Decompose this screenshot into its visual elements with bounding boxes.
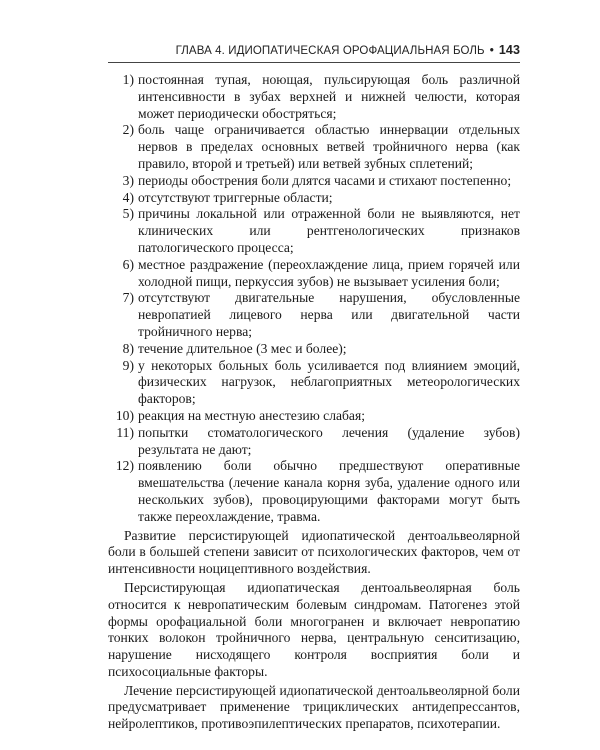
list-item xyxy=(108,190,520,207)
list-item xyxy=(108,257,520,291)
list-item xyxy=(108,122,520,172)
list-item xyxy=(108,408,520,425)
list-item-text: постоянная тупая, ноющая, пульсирующая боль различной интенсивности в зубах верхней и нижней челюсти, которая может периодически обостряться; xyxy=(138,72,520,121)
list-item-text: отсутствуют триггерные области; xyxy=(138,189,333,205)
list-item xyxy=(108,206,520,256)
list-item-text: местное раздражение (переохлаждение лица, прием горячей или холодной пищи, перкуссия зубов) не вызывает усиления боли; xyxy=(138,256,520,289)
running-header xyxy=(100,43,520,57)
list-item xyxy=(108,358,520,408)
list-item-number: 4) xyxy=(122,189,134,205)
list-item xyxy=(108,458,520,525)
list-item-number: 11) xyxy=(116,424,134,440)
list-item-number: 7) xyxy=(122,290,134,306)
header-rule xyxy=(108,62,520,63)
header-separator: • xyxy=(489,45,494,57)
list-item-number: 12) xyxy=(115,458,134,474)
body-paragraph: Развитие персистирующей идиопатической дентоальвеолярной боли в большей степени зависит от психологических факторов, чем от интенсивности ноцицептивного воздействия. xyxy=(108,527,520,577)
page-number: 143 xyxy=(498,43,520,57)
list-item xyxy=(108,72,520,122)
list-item-number: 10) xyxy=(115,407,134,423)
list-item xyxy=(108,290,520,340)
list-item-text: течение длительное (3 мес и более); xyxy=(138,340,347,356)
list-item-text: причины локальной или отраженной боли не выявляются, нет клинических или рентгенологических признаков патологического процесса; xyxy=(138,206,520,255)
body-paragraph: Персистирующая идиопатическая дентоальвеолярная боль относится к невропатическим болевым синдромам. Патогенез этой формы орофациальной боли многогранен и включает невропатию тонких волокон тройничного нерва, центральную сенситизацию, нарушение нисходящего контроля восприятия боли и психосоциальные факторы. xyxy=(108,579,520,679)
list-item-text: реакция на местную анестезию слабая; xyxy=(138,407,365,423)
list-item-text: у некоторых больных боль усиливается под влиянием эмоций, физических нагрузок, неблагоприятных метеорологических факторов; xyxy=(138,357,520,407)
list-item-number: 6) xyxy=(122,256,134,272)
list-item-number: 9) xyxy=(122,357,134,373)
chapter-title: ГЛАВА 4. ИДИОПАТИЧЕСКАЯ ОРОФАЦИАЛЬНАЯ БОЛЬ xyxy=(175,45,485,57)
list-item-number: 5) xyxy=(122,206,134,222)
body-paragraph: Лечение персистирующей идиопатической дентоальвеолярной боли предусматривает применение трициклических антидепрессантов, нейролептиков, противоэпилептических препаратов, психотерапии. xyxy=(108,682,520,732)
list-item xyxy=(108,173,520,190)
list-item-text: попытки стоматологического лечения (удаление зубов) результата не дают; xyxy=(138,424,520,457)
list-item-text: боль чаще ограничивается областью иннервации отдельных нервов в пределах основных ветвей тройничного нерва (как правило, второй и третьей) или ветвей зубных сплетений; xyxy=(138,122,520,171)
list-item-text: периоды обострения боли длятся часами и стихают постепенно; xyxy=(138,172,512,188)
criteria-list xyxy=(108,72,520,526)
list-item-text: отсутствуют двигательные нарушения, обусловленные невропатией лицевого нерва или двигательной части тройничного нерва; xyxy=(138,290,520,339)
list-item-number: 8) xyxy=(122,340,134,356)
list-item xyxy=(108,341,520,358)
list-item-number: 3) xyxy=(122,172,134,188)
list-item-number: 1) xyxy=(122,72,134,87)
page-body xyxy=(108,72,520,733)
list-item-number: 2) xyxy=(122,122,134,138)
list-item xyxy=(108,425,520,459)
list-item-text: появлению боли обычно предшествуют оперативные вмешательства (лечение канала корня зуба, удаление одного или нескольких зубов), провоцирующими факторами могут быть также переохлаждение, травма. xyxy=(138,458,520,524)
